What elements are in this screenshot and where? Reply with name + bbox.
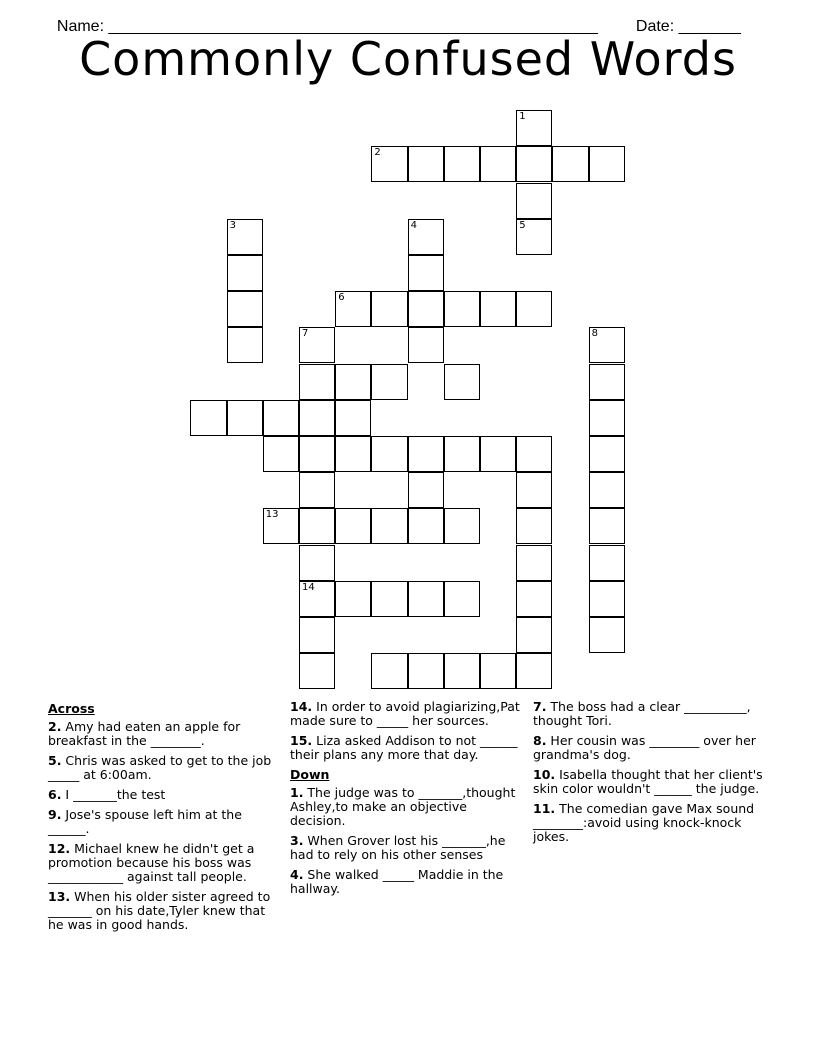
clue-text: I _______the test bbox=[61, 787, 166, 802]
grid-cell[interactable] bbox=[516, 436, 552, 472]
clue-number: 1 bbox=[519, 111, 526, 123]
grid-cell[interactable] bbox=[299, 436, 335, 472]
grid-cell[interactable] bbox=[227, 255, 263, 291]
clue-number: 6 bbox=[338, 292, 345, 304]
clue-text: Her cousin was ________ over her grandma's dog. bbox=[533, 733, 756, 762]
clue-text: When Grover lost his _______,he had to rely on his other senses bbox=[290, 833, 506, 862]
grid-cell[interactable] bbox=[408, 327, 444, 363]
grid-cell[interactable] bbox=[408, 436, 444, 472]
date-field[interactable] bbox=[627, 0, 741, 36]
clue-text: Amy had eaten an apple for breakfast in the ________. bbox=[48, 719, 241, 748]
grid-cell[interactable] bbox=[516, 146, 552, 182]
clue-number-label: 12. bbox=[48, 841, 71, 856]
clue bbox=[533, 802, 765, 844]
date-line[interactable]: _______ bbox=[678, 18, 741, 35]
grid-cell[interactable] bbox=[335, 291, 371, 327]
grid-cell[interactable] bbox=[480, 436, 516, 472]
clue-number-label: 14. bbox=[290, 699, 313, 714]
grid-cell[interactable] bbox=[589, 146, 625, 182]
grid-cell[interactable] bbox=[335, 508, 371, 544]
name-field[interactable] bbox=[48, 0, 598, 36]
grid-cell[interactable] bbox=[371, 291, 407, 327]
grid-cell[interactable] bbox=[335, 581, 371, 617]
grid-cell[interactable] bbox=[589, 327, 625, 363]
grid-cell[interactable] bbox=[552, 146, 588, 182]
clue-text: When his older sister agreed to _______ on his date,Tyler knew that he was in good hands. bbox=[48, 889, 271, 932]
clue-number-label: 7. bbox=[533, 699, 547, 714]
grid-cell[interactable] bbox=[408, 146, 444, 182]
clue-number-label: 4. bbox=[290, 867, 304, 882]
clue bbox=[48, 788, 276, 802]
clue bbox=[48, 808, 276, 836]
clue-text: The boss had a clear __________, thought Tori. bbox=[533, 699, 751, 728]
grid-cell[interactable] bbox=[516, 219, 552, 255]
grid-cell[interactable] bbox=[516, 617, 552, 653]
grid-cell[interactable] bbox=[408, 219, 444, 255]
grid-cell[interactable] bbox=[299, 472, 335, 508]
down-heading: Down bbox=[290, 767, 330, 782]
across-heading: Across bbox=[48, 701, 95, 716]
grid-cell[interactable] bbox=[480, 146, 516, 182]
name-label: Name: bbox=[56, 18, 109, 35]
clue bbox=[533, 734, 765, 762]
grid-cell[interactable] bbox=[335, 400, 371, 436]
clue-text: She walked _____ Maddie in the hallway. bbox=[290, 867, 504, 896]
grid-cell[interactable] bbox=[227, 400, 263, 436]
grid-cell[interactable] bbox=[299, 400, 335, 436]
clue bbox=[290, 834, 522, 862]
grid-cell[interactable] bbox=[299, 327, 335, 363]
grid-cell[interactable] bbox=[263, 436, 299, 472]
clue-number: 4 bbox=[410, 219, 417, 231]
grid-cell[interactable] bbox=[299, 508, 335, 544]
grid-cell[interactable] bbox=[408, 472, 444, 508]
grid-cell[interactable] bbox=[299, 581, 335, 617]
clue-number: 5 bbox=[519, 219, 526, 231]
clue-number: 14 bbox=[302, 581, 315, 593]
clue bbox=[48, 842, 276, 884]
grid-cell[interactable] bbox=[408, 255, 444, 291]
clue bbox=[290, 786, 522, 828]
clue-text: The comedian gave Max sound ________:avoid using knock-knock jokes. bbox=[533, 801, 755, 844]
grid-cell[interactable] bbox=[516, 508, 552, 544]
clue-number-label: 11. bbox=[533, 801, 556, 816]
clue bbox=[48, 890, 276, 932]
clue-text: Liza asked Addison to not ______ their plans any more that day. bbox=[290, 733, 518, 762]
grid-cell[interactable] bbox=[516, 472, 552, 508]
clue-number-label: 2. bbox=[48, 719, 62, 734]
clue-text: The judge was to _______,thought Ashley,to make an objective decision. bbox=[290, 785, 516, 828]
grid-cell[interactable] bbox=[516, 183, 552, 219]
clue-number-label: 3. bbox=[290, 833, 304, 848]
grid-cell[interactable] bbox=[516, 653, 552, 689]
grid-cell[interactable] bbox=[408, 508, 444, 544]
grid-cell[interactable] bbox=[263, 508, 299, 544]
grid-cell[interactable] bbox=[444, 291, 480, 327]
clue-text: Michael knew he didn't get a promotion because his boss was ____________ against tall people. bbox=[48, 841, 255, 884]
clue-number: 3 bbox=[229, 219, 236, 231]
grid-cell[interactable] bbox=[190, 400, 226, 436]
grid-cell[interactable] bbox=[480, 653, 516, 689]
grid-cell[interactable] bbox=[516, 110, 552, 146]
clue-column-2 bbox=[290, 700, 522, 902]
grid-cell[interactable] bbox=[516, 291, 552, 327]
grid-cell[interactable] bbox=[589, 508, 625, 544]
grid-cell[interactable] bbox=[335, 364, 371, 400]
grid-cell[interactable] bbox=[589, 436, 625, 472]
clue bbox=[533, 768, 765, 796]
grid-cell[interactable] bbox=[227, 327, 263, 363]
grid-cell[interactable] bbox=[516, 581, 552, 617]
clue-number-label: 1. bbox=[290, 785, 304, 800]
grid-cell[interactable] bbox=[335, 436, 371, 472]
clue bbox=[290, 734, 522, 762]
clue-text: In order to avoid plagiarizing,Pat made sure to _____ her sources. bbox=[290, 699, 520, 728]
grid-cell[interactable] bbox=[227, 291, 263, 327]
grid-cell[interactable] bbox=[589, 472, 625, 508]
grid-cell[interactable] bbox=[480, 291, 516, 327]
clue-number: 13 bbox=[265, 509, 279, 521]
grid-cell[interactable] bbox=[408, 581, 444, 617]
grid-cell[interactable] bbox=[444, 653, 480, 689]
grid-cell[interactable] bbox=[299, 364, 335, 400]
clue bbox=[48, 720, 276, 748]
clue-number-label: 13. bbox=[48, 889, 71, 904]
clue-number-label: 6. bbox=[48, 787, 62, 802]
clue-number: 2 bbox=[374, 147, 381, 159]
grid-cell[interactable] bbox=[444, 364, 480, 400]
clue bbox=[533, 700, 765, 728]
clue-number-label: 5. bbox=[48, 753, 62, 768]
grid-cell[interactable] bbox=[371, 364, 407, 400]
grid-cell[interactable] bbox=[299, 653, 335, 689]
clue-column-1 bbox=[48, 700, 276, 938]
grid-cell[interactable] bbox=[371, 146, 407, 182]
clue-number: 7 bbox=[302, 328, 309, 340]
clue-text: Chris was asked to get to the job _____ at 6:00am. bbox=[48, 753, 272, 782]
date-label: Date: bbox=[635, 18, 679, 35]
grid-cell[interactable] bbox=[408, 291, 444, 327]
grid-cell[interactable] bbox=[444, 146, 480, 182]
grid-cell[interactable] bbox=[444, 436, 480, 472]
page-title: Commonly Confused Words bbox=[79, 32, 737, 86]
grid-cell[interactable] bbox=[589, 364, 625, 400]
grid-cell[interactable] bbox=[371, 653, 407, 689]
clue-number-label: 8. bbox=[533, 733, 547, 748]
grid-cell[interactable] bbox=[299, 545, 335, 581]
grid-cell[interactable] bbox=[589, 617, 625, 653]
clue-text: Jose's spouse left him at the ______. bbox=[48, 807, 242, 836]
grid-cell[interactable] bbox=[589, 545, 625, 581]
clue-text: Isabella thought that her client's skin color wouldn't ______ the judge. bbox=[533, 767, 763, 796]
clue-number-label: 15. bbox=[290, 733, 313, 748]
clue-number-label: 9. bbox=[48, 807, 62, 822]
clue bbox=[48, 754, 276, 782]
clue bbox=[290, 700, 522, 728]
name-line[interactable]: _______________________________________________________ bbox=[108, 18, 598, 35]
grid-cell[interactable] bbox=[371, 581, 407, 617]
clue-number: 8 bbox=[591, 328, 598, 340]
grid-cell[interactable] bbox=[589, 400, 625, 436]
clue bbox=[290, 868, 522, 896]
grid-cell[interactable] bbox=[444, 508, 480, 544]
grid-cell[interactable] bbox=[444, 581, 480, 617]
grid-cell[interactable] bbox=[371, 436, 407, 472]
grid-cell[interactable] bbox=[516, 545, 552, 581]
clue-number-label: 10. bbox=[533, 767, 556, 782]
clue-column-3 bbox=[533, 700, 765, 850]
grid-cell[interactable] bbox=[299, 617, 335, 653]
grid-cell[interactable] bbox=[263, 400, 299, 436]
grid-cell[interactable] bbox=[227, 219, 263, 255]
grid-cell[interactable] bbox=[589, 581, 625, 617]
grid-cell[interactable] bbox=[408, 653, 444, 689]
grid-cell[interactable] bbox=[371, 508, 407, 544]
